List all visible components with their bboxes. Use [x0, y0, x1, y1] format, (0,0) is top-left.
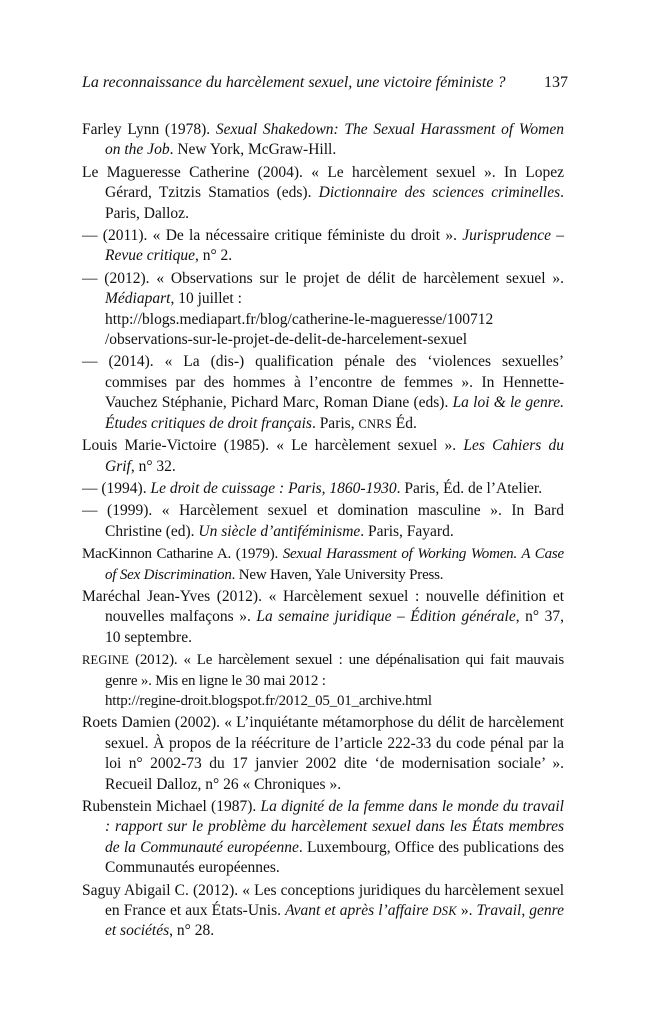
reference-url[interactable]: /observations-sur-le-projet-de-delit-de-harcelement-sexuel: [105, 331, 468, 349]
reference-text: , n° 32.: [130, 457, 176, 475]
reference-title: Travail, genre et sociétés: [105, 902, 564, 940]
reference-title: Sexual Harassment of Working Women. A Case of Sex Discrimination: [105, 546, 564, 583]
reference-text: , 10 juillet :: [170, 290, 242, 308]
reference-entry-louis-1999: [82, 501, 564, 542]
reference-entry-le-magueresse-2011: [82, 226, 564, 267]
reference-text: Éd.: [391, 414, 417, 432]
reference-entry-saguy: [82, 881, 564, 942]
reference-text: . Paris, Fayard.: [360, 522, 454, 540]
reference-text: . Paris,: [311, 414, 359, 432]
reference-title: La dignité de la femme dans le monde du travail : rapport sur le problème du harcèlement sexuel dans les États membres de la Communauté européenne: [105, 798, 564, 856]
reference-text: — (2012). « Observations sur le projet de délit de harcèlement sexuel ».: [82, 269, 564, 287]
reference-text: , n° 2.: [194, 247, 233, 265]
running-head: [82, 73, 568, 93]
reference-entry-regine: [82, 650, 564, 711]
reference-entry-mackinnon: [82, 544, 564, 585]
reference-title: Avant et après l’affaire: [285, 902, 433, 920]
reference-text: . New Haven, Yale University Press.: [231, 566, 444, 583]
reference-text: (2012). « Le harcèlement sexuel : une dépénalisation qui fait mauvais genre ». Mis en ligne le 30 mai 2012 :: [105, 652, 564, 689]
reference-text: Maréchal Jean-Yves (2012). « Harcèlement sexuel : nouvelle définition et nouvelles malfaçons ».: [82, 587, 564, 626]
reference-entry-roets: [82, 713, 564, 795]
reference-title: Sexual Shakedown: The Sexual Harassment of Women on the Job: [105, 121, 564, 159]
reference-text: , n° 28.: [169, 922, 215, 940]
reference-title: La loi & le genre. Études critiques de droit français: [105, 394, 564, 432]
reference-text: , n° 37, 10 septembre.: [105, 608, 565, 646]
reference-text: — (1999). « Harcèlement sexuel et domination masculine ». In Bard Christine (ed).: [82, 502, 564, 540]
reference-text: MacKinnon Catharine A. (1979).: [82, 546, 283, 563]
reference-title: La semaine juridique – Édition générale: [256, 608, 516, 626]
reference-text: Farley Lynn (1978).: [82, 121, 216, 138]
reference-text: . Paris, Dalloz.: [105, 184, 565, 222]
reference-entry-marechal: [82, 587, 564, 648]
reference-url[interactable]: http://regine-droit.blogspot.fr/2012_05_01_archive.html: [105, 692, 432, 709]
bibliography-list: [82, 120, 564, 944]
reference-entry-farley: [82, 120, 564, 161]
reference-text: — (1994).: [82, 479, 151, 497]
reference-small-caps: CNRS: [358, 416, 392, 431]
reference-text: Louis Marie-Victoire (1985). « Le harcèlement sexuel ».: [82, 437, 464, 455]
running-head-title: La reconnaissance du harcèlement sexuel, une victoire féministe ?: [82, 74, 506, 91]
reference-title: Dictionnaire des sciences criminelles: [318, 184, 561, 202]
reference-text: . New York, McGraw-Hill.: [169, 141, 337, 159]
reference-text: Le Magueresse Catherine (2004). « Le harcèlement sexuel ». In Lopez Gérard, Tzitzis Stamatios (eds).: [82, 163, 564, 202]
reference-url[interactable]: http://blogs.mediapart.fr/blog/catherine-le-magueresse/100712: [105, 310, 494, 328]
reference-title: Le droit de cuissage : Paris, 1860-1930: [150, 479, 397, 497]
reference-text: . Luxembourg, Office des publications des Communautés européennes.: [105, 838, 564, 877]
reference-entry-rubenstein: [82, 797, 564, 879]
reference-entry-louis-1985: [82, 436, 564, 477]
reference-text: Rubenstein Michael (1987).: [82, 798, 261, 815]
reference-text: ».: [456, 902, 477, 920]
reference-text: — (2011). « De la nécessaire critique féministe du droit ».: [82, 227, 463, 245]
reference-entry-louis-1994: [82, 479, 564, 499]
reference-entry-le-magueresse-2014: [82, 352, 564, 434]
reference-text: . Paris, Éd. de l’Atelier.: [396, 479, 543, 497]
page-number: 137: [544, 74, 568, 91]
reference-title: Jurisprudence – Revue critique: [105, 227, 564, 265]
reference-title: Les Cahiers du Grif: [105, 437, 565, 475]
reference-entry-le-magueresse-2004: [82, 163, 564, 224]
reference-entry-le-magueresse-2012: [82, 269, 564, 351]
reference-text: Saguy Abigail C. (2012). « Les conceptions juridiques du harcèlement sexuel en France et aux États-Unis.: [82, 881, 564, 920]
reference-small-caps: DSK: [432, 904, 457, 919]
reference-title: Un siècle d’antiféminisme: [198, 522, 361, 540]
reference-text: Roets Damien (2002). « L’inquiétante métamorphose du délit de harcèlement sexuel. À propos de la réécriture de l’article 222-33 du code pénal par la loi n° 2002-73 du 17 janvier 2002 dite ‘de modernisation sociale’ ». Recueil Dalloz, n° 26 « Chroniques ».: [82, 714, 564, 793]
reference-title: Médiapart: [105, 290, 171, 308]
reference-small-caps: REGINE: [82, 653, 130, 668]
reference-text: — (2014). « La (dis-) qualification pénale des ‘violences sexuelles’ commises par des hommes à l’encontre de femmes ». In Hennette-Vauchez Stéphanie, Pichard Marc, Roman Diane (eds).: [82, 353, 564, 412]
